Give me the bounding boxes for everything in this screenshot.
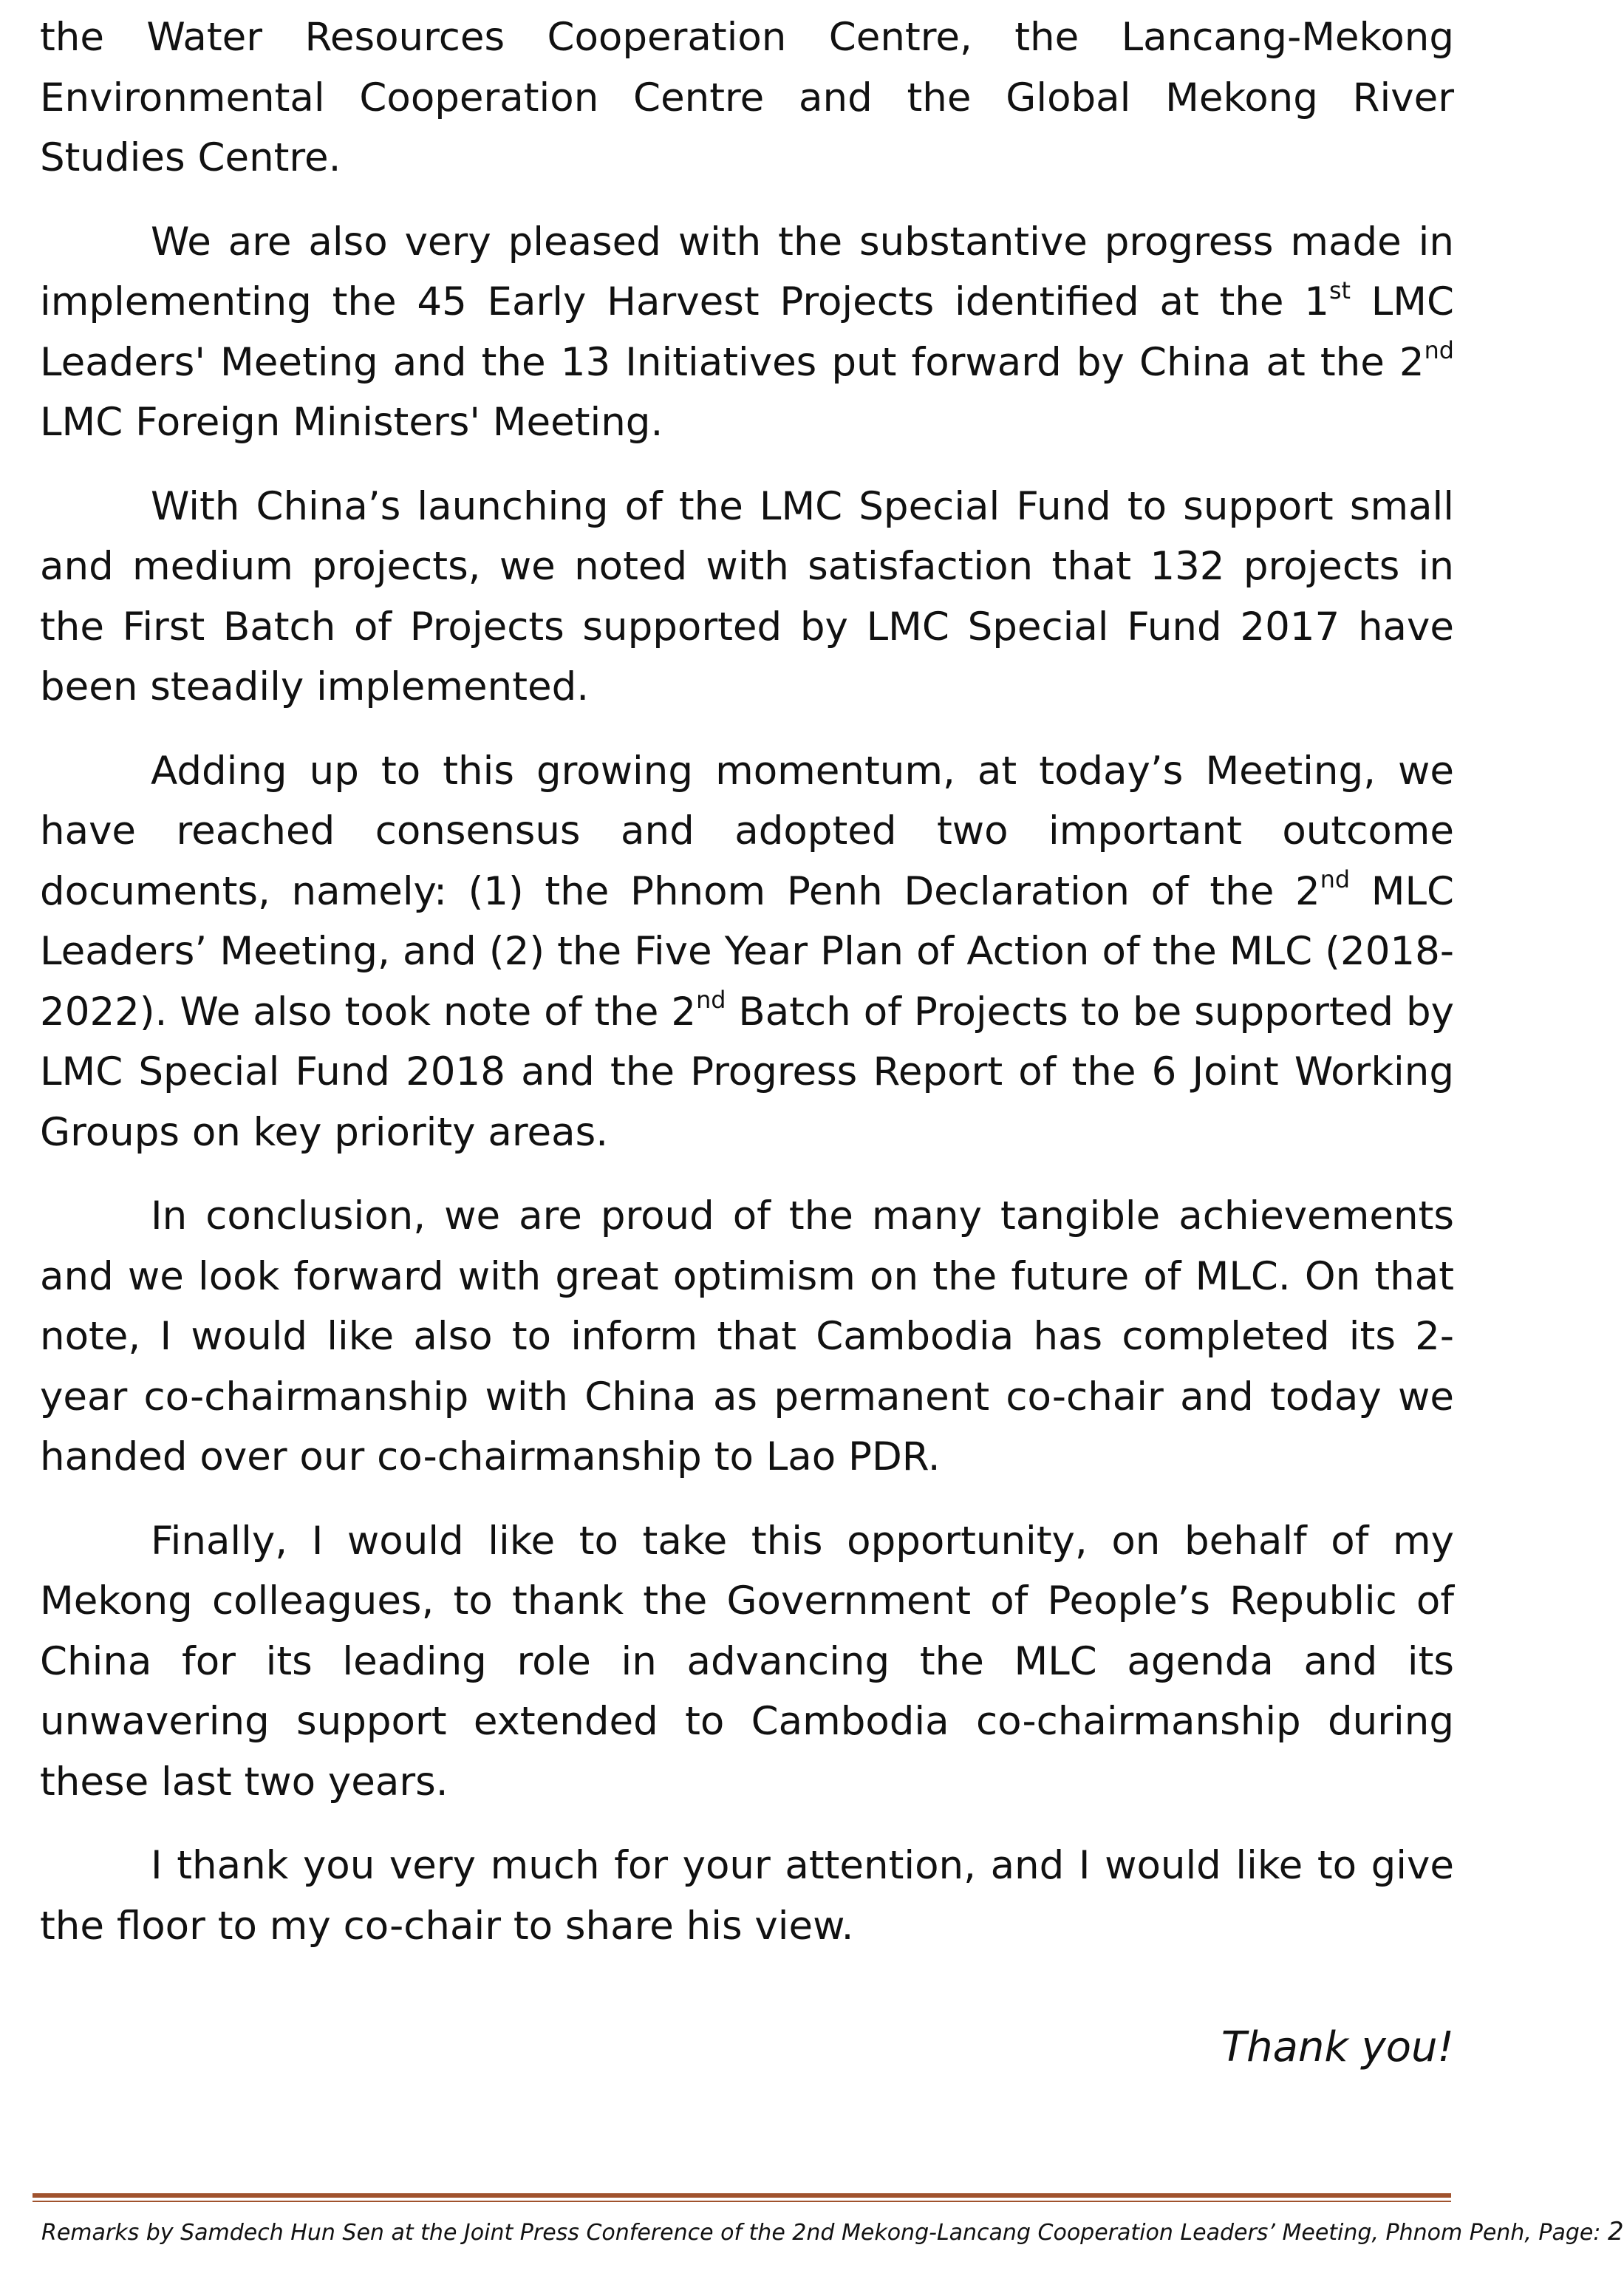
paragraph-2: We are also very pleased with the substantive progress made in implementing the 45 Early Harvest Projects identified at the 1st LMC Leaders' Meeting and the 13 Initiatives put forward by China at the 2nd LMC Foreign Ministers' Meeting. [40,219,1454,445]
footer-caption: Remarks by Samdech Hun Sen at the Joint Press Conference of the 2nd Mekong-Lancang Cooperation Leaders’ Meeting, Phnom Penh, Page: [41,2220,1608,2246]
ordinal-superscript: st [1328,276,1351,304]
paragraph-1: the Water Resources Cooperation Centre, the Lancang-Mekong Environmental Cooperation Centre and the Global Mekong River Studies Centre. [40,15,1454,180]
paragraph-3: With China’s launching of the LMC Special Fund to support small and medium projects, we noted with satisfaction that 132 projects in the First Batch of Projects supported by LMC Special Fund 2017 have been steadily implemented. [40,483,1454,709]
document-page [40,0,1624,2276]
paragraph-5: In conclusion, we are proud of the many tangible achievements and we look forward with great optimism on the future of MLC. On that note, I would like also to inform that Cambodia has completed its 2-year co-chairmanship with China as permanent co-chair and today we handed over our co-chairmanship to Lao PDR. [40,1193,1454,1479]
ordinal-superscript: nd [1424,337,1454,365]
document-body [40,7,1454,1980]
paragraph-6: Finally, I would like to take this opportunity, on behalf of my Mekong colleagues, to thank the Government of People’s Republic of China for its leading role in advancing the MLC agenda and its unwavering support extended to Cambodia co-chairmanship during these last two years. [40,1518,1454,1805]
page-footer [41,2215,1624,2249]
footer-rule-thin [33,2201,1451,2202]
paragraph-4: Adding up to this growing momentum, at today’s Meeting, we have reached consensus and adopted two important outcome documents, namely: (1) the Phnom Penh Declaration of the 2nd MLC Leaders’ Meeting, and (2) the Five Year Plan of Action of the MLC (2018-2022). We also took note of the 2nd Batch of Projects to be supported by LMC Special Fund 2018 and the Progress Report of the 6 Joint Working Groups on key priority areas. [40,748,1455,1155]
ordinal-superscript: nd [1320,866,1351,894]
paragraph-7: I thank you very much for your attention, and I would like to give the floor to my co-chair to share his view. [40,1843,1454,1949]
footer-rule-thick [33,2193,1451,2198]
ordinal-superscript: nd [696,987,726,1015]
closing-thanks: Thank you! [1221,2023,1454,2071]
page-number: 2 [1608,2217,1624,2246]
